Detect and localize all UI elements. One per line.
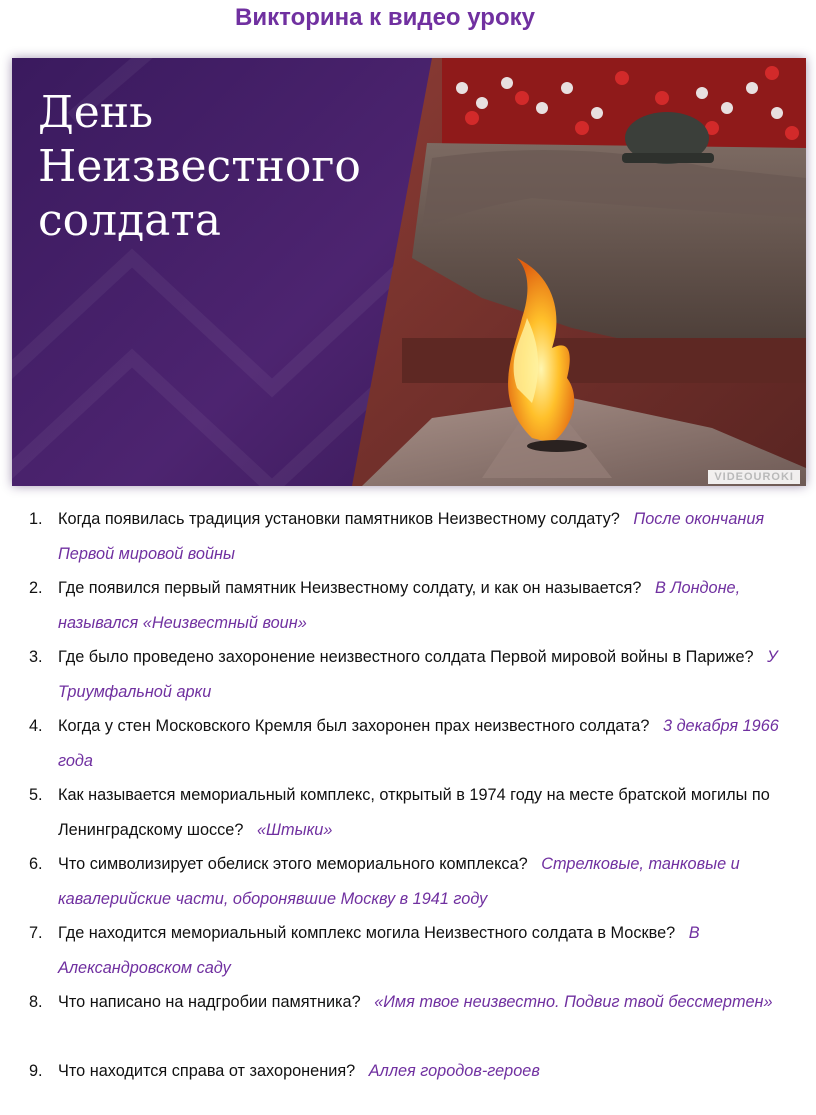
quiz-question: Где находится мемориальный комплекс могила Неизвестного солдата в Москве? [58,924,676,942]
quiz-answer: «Штыки» [247,820,333,839]
quiz-number: 5. [29,786,43,804]
quiz-number: 7. [29,924,43,942]
quiz-item [0,1054,816,1089]
quiz-number: 1. [29,510,43,528]
quiz-question: Когда появилась традиция установки памятников Неизвестному солдату? [58,510,620,528]
quiz-item [0,847,816,916]
quiz-answer: Стрелковые, танковые и кавалерийские части, оборонявшие Москву в 1941 году [58,855,740,908]
quiz-question: Когда у стен Московского Кремля был захоронен прах неизвестного солдата? [58,717,650,735]
quiz-answer: У Триумфальной арки [58,648,778,701]
quiz-item [0,778,816,847]
quiz-question: Где появился первый памятник Неизвестному солдату, и как он называется? [58,579,642,597]
quiz-number: 4. [29,717,43,735]
quiz-number: 3. [29,648,43,666]
quiz-answer: «Имя твое неизвестно. Подвиг твой бессмертен» [365,993,773,1011]
quiz-item [0,502,816,571]
quiz-question: Как называется мемориальный комплекс, открытый в 1974 году на месте братской могилы по Ленинградскому шоссе? [58,786,770,839]
quiz-answer: 3 декабря 1966 года [58,717,779,770]
quiz-question: Что находится справа от захоронения? [58,1062,356,1080]
quiz-answer: В Александровском саду [58,924,700,977]
quiz-item [0,709,816,778]
flowers [442,58,806,148]
quiz-answer: После окончания Первой мировой войны [58,510,765,563]
quiz-number: 9. [29,1062,43,1080]
lesson-banner [12,58,806,486]
page-title: Викторина к видео уроку [235,4,535,31]
quiz-item [0,640,816,709]
quiz-question: Что написано на надгробии памятника? [58,993,361,1011]
watermark: VIDEOUROKI [708,470,800,484]
quiz-answer: В Лондоне, назывался «Неизвестный воин» [58,579,741,632]
quiz-item [0,571,816,640]
quiz-question: Где было проведено захоронение неизвестного солдата Первой мировой войны в Париже? [58,648,754,666]
quiz-number: 6. [29,855,43,873]
banner-title-line: солдата [38,195,221,246]
quiz-number: 8. [29,993,43,1011]
memorial-photo [12,58,806,486]
quiz-item [0,916,816,985]
quiz-list [0,502,816,1089]
quiz-number: 2. [29,579,43,597]
quiz-item [0,985,816,1054]
banner-title-line: День [38,87,154,138]
quiz-answer: Аллея городов-героев [359,1062,540,1080]
quiz-question: Что символизирует обелиск этого мемориального комплекса? [58,855,528,873]
banner-title-line: Неизвестного [38,141,361,192]
